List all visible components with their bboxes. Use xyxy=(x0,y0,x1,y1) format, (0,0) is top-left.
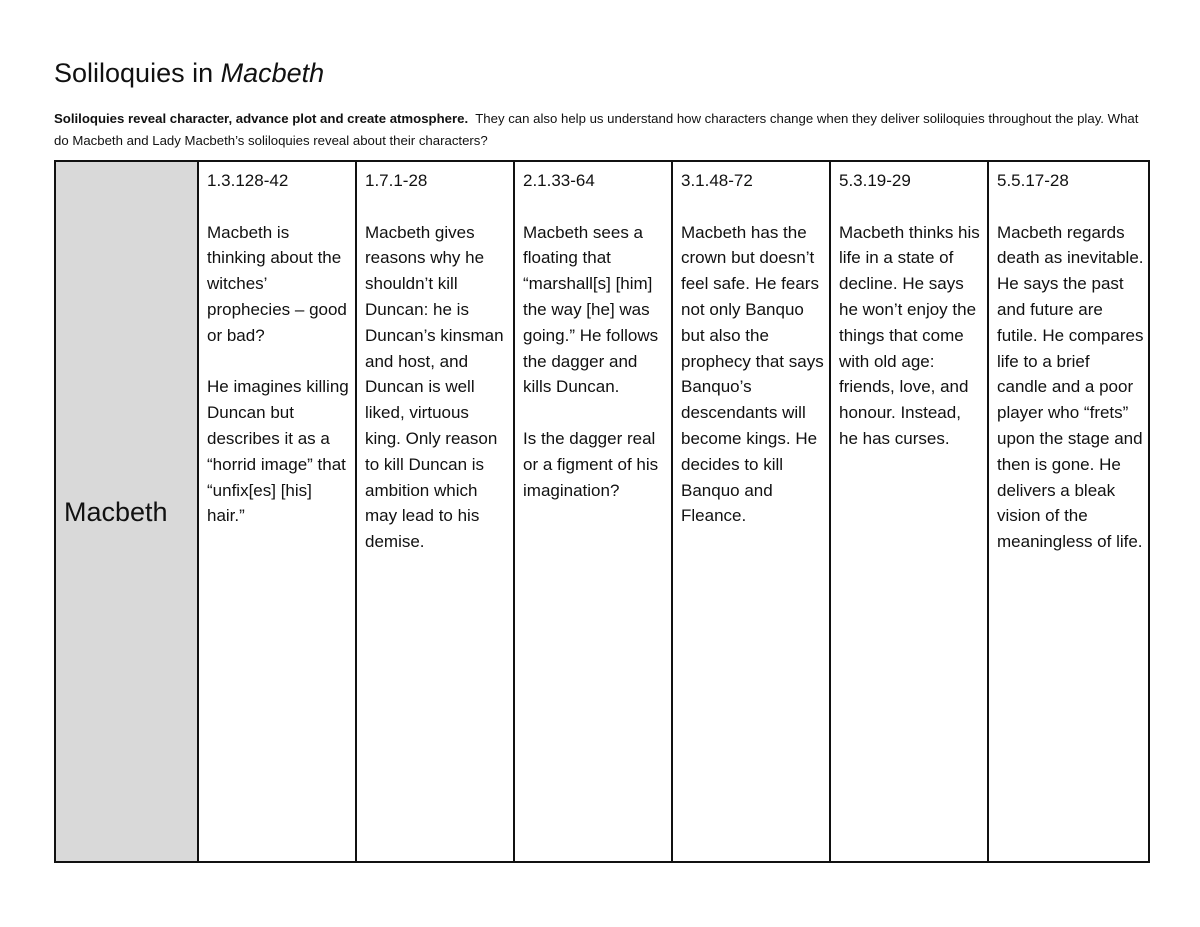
title-prefix: Soliloquies in xyxy=(54,58,221,88)
table-cell xyxy=(830,161,988,862)
cell-text: He imagines killing Duncan but describes it as a “horrid image” that “unfix[es] [his] hair.” xyxy=(207,377,349,526)
cell-text: Macbeth sees a floating that “marshall[s] [him] the way [he] was going.” He follows the dagger and kills Duncan. xyxy=(523,222,659,397)
cell-text: Macbeth is thinking about the witches’ prophecies – good or bad? xyxy=(207,222,347,345)
cell-text: Is the dagger real or a figment of his imagination? xyxy=(523,428,659,500)
paragraph-gap xyxy=(523,400,667,426)
table-cell xyxy=(988,161,1149,862)
paragraph-gap xyxy=(207,349,351,375)
cell-citation: 2.1.33-64 xyxy=(523,171,595,190)
title-work: Macbeth xyxy=(220,58,325,88)
cell-text: Macbeth gives reasons why he shouldn’t kill Duncan: he is Duncan’s kinsman and host, and Duncan is well liked, virtuous king. Only reason to kill Duncan is ambition which may lead to his demise. xyxy=(365,222,504,552)
row-label: Macbeth xyxy=(55,161,198,862)
cell-citation: 1.7.1-28 xyxy=(365,171,428,190)
cell-citation: 5.3.19-29 xyxy=(839,171,911,190)
cell-citation: 5.5.17-28 xyxy=(997,171,1069,190)
table-cell xyxy=(198,161,356,862)
table-row xyxy=(55,161,1149,862)
cell-citation: 3.1.48-72 xyxy=(681,171,753,190)
intro-rest: They can also help us understand how characters change when they deliver soliloquies throughout the play. What do Macbeth and Lady Macbeth’s soliloquies reveal about their characters? xyxy=(54,111,1139,148)
table-cell xyxy=(672,161,830,862)
table-cell xyxy=(356,161,514,862)
intro-bold: Soliloquies reveal character, advance plot and create atmosphere. xyxy=(54,111,469,126)
intro-paragraph xyxy=(54,108,1146,152)
page-title xyxy=(54,58,324,89)
cell-text: Macbeth regards death as inevitable. He says the past and future are futile. He compares life to a brief candle and a poor player who “frets” upon the stage and then is gone. He delivers a bleak vision of the meaningless of life. xyxy=(997,222,1144,552)
cell-text: Macbeth thinks his life in a state of decline. He says he won’t enjoy the things that come with old age: friends, love, and honour. Instead, he has curses. xyxy=(839,222,980,448)
cell-citation: 1.3.128-42 xyxy=(207,171,289,190)
cell-text: Macbeth has the crown but doesn’t feel safe. He fears not only Banquo but also the prophecy that says Banquo’s descendants will become kings. He decides to kill Banquo and Fleance. xyxy=(681,222,824,526)
soliloquy-table xyxy=(54,160,1150,863)
table-cell xyxy=(514,161,672,862)
